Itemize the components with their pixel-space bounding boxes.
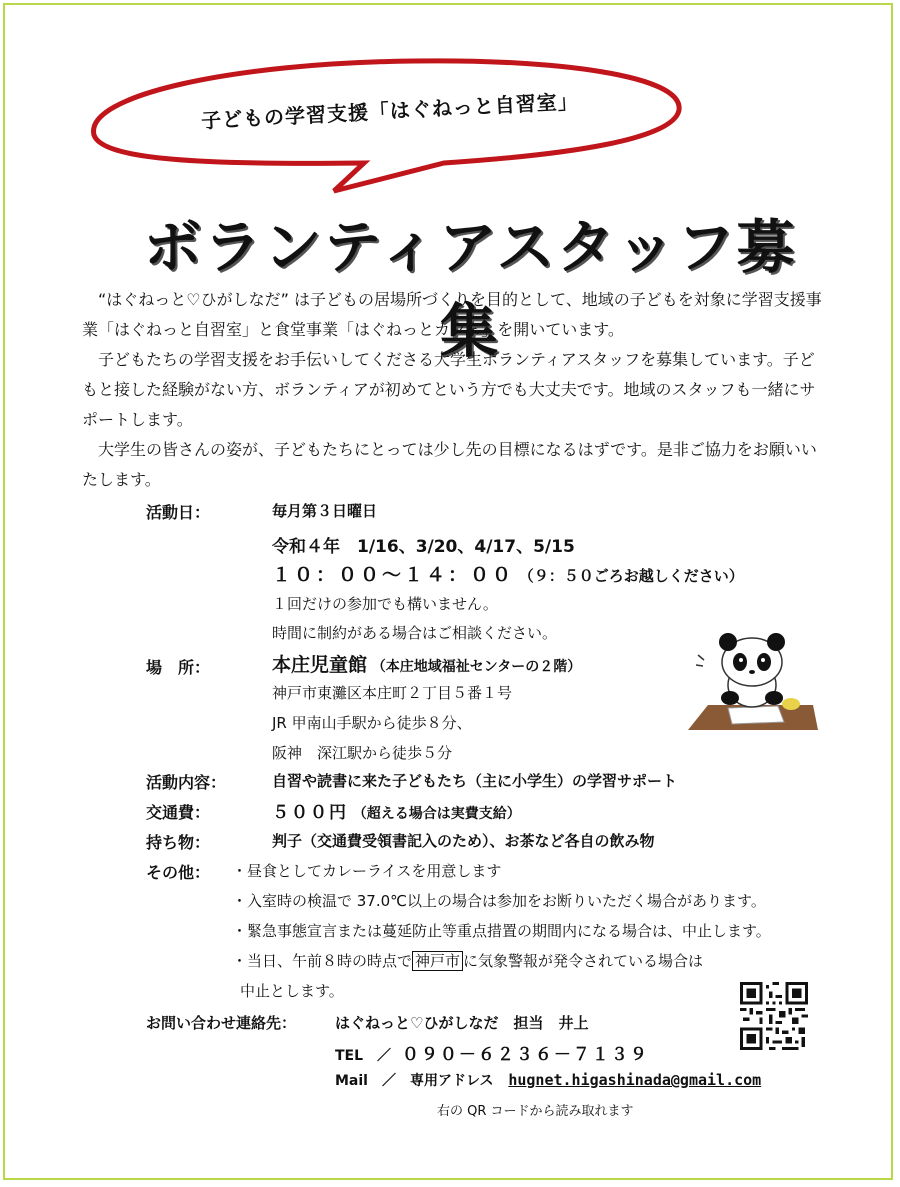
other-item: ・緊急事態宣言または蔓延防止等重点措置の期間内になる場合は、中止します。 [232, 922, 771, 940]
belongings-label: 持ち物： [146, 833, 211, 852]
bubble-text: 子どもの学習支援「はぐねっと自習室」 [200, 89, 580, 133]
place-access-1: JR 甲南山手駅から徒歩８分、 [272, 714, 472, 732]
other-item [232, 950, 703, 971]
qr-note: 右の QR コードから読み取れます [437, 1104, 634, 1119]
contact-tel: ０９０－６２３６－７１３９ [401, 1045, 649, 1065]
other-item: ・昼食としてカレーライスを用意します [232, 862, 502, 880]
other-item: ・入室時の検温で 37.0℃以上の場合は参加をお断りいただく場合があります。 [232, 892, 766, 910]
place-address: 神戸市東灘区本庄町２丁目５番１号 [272, 684, 513, 702]
transport-note: （超える場合は実費支給） [352, 806, 521, 822]
activity-time [272, 560, 744, 587]
other-item-4-pre: ・当日、午前８時の時点で [232, 952, 413, 970]
transport-amount: ５００円 [272, 803, 348, 823]
intro-paragraph: 大学生の皆さんの姿が、子どもたちにとっては少し先の目標になるはずです。是非ご協力をお願いいたします。 [82, 440, 817, 489]
activity-day-label: 活動日： [146, 503, 211, 522]
activity-time-value: １０：００～１４：００ [272, 564, 515, 586]
contact-tel-label: TEL ／ [335, 1048, 392, 1064]
place-name-note: （本庄地域福祉センターの２階） [371, 659, 582, 675]
activity-note-2: 時間に制約がある場合はご相談ください。 [272, 624, 558, 642]
intro-paragraph: 子どもたちの学習支援をお手伝いしてくださる大学生ボランティアスタッフを募集しています。子どもと接した経験がない方、ボランティアが初めてという方でも大丈夫です。地域のスタッフも一緒にサポートします。 [82, 350, 816, 429]
contact-mail-label: Mail ／ 専用アドレス [335, 1073, 494, 1089]
content-label: 活動内容： [146, 773, 227, 792]
intro-text [82, 285, 822, 495]
other-item-4-boxed: 神戸市 [412, 951, 463, 971]
place-name: 本庄児童館 [272, 654, 368, 676]
place-name-row [272, 650, 581, 677]
other-item-4-post: に気象警報が発令されている場合は [463, 952, 704, 970]
activity-note-1: １回だけの参加でも構いません。 [272, 595, 498, 613]
contact-mail-row [335, 1070, 761, 1090]
belongings-value: 判子（交通費受領書記入のため）、お茶など各自の飲み物 [272, 832, 655, 850]
contact-mail-link[interactable]: hugnet.higashinada@gmail.com [508, 1071, 762, 1089]
contact-name: はぐねっと♡ひがしなだ 担当 井上 [335, 1014, 589, 1032]
place-access-2: 阪神 深江駅から徒歩５分 [272, 744, 453, 762]
page-title: ボランティアスタッフ募集 [143, 213, 797, 365]
place-label: 場 所： [146, 658, 211, 677]
transport-row [272, 798, 521, 823]
other-item-4-cont: 中止とします。 [240, 982, 344, 1000]
activity-time-note: （９：５０ごろお越しください） [518, 567, 744, 585]
other-label: その他： [146, 863, 211, 882]
qr-code-icon[interactable] [740, 982, 808, 1050]
content-value: 自習や読書に来た子どもたち（主に小学生）の学習サポート [272, 772, 678, 790]
transport-label: 交通費： [146, 803, 211, 822]
intro-paragraph: “はぐねっと♡ひがしなだ” は子どもの居場所づくりを目的として、地域の子どもを対象に学習支援事業「はぐねっと自習室」と食堂事業「はぐねっとカフェ」を開いています。 [82, 290, 822, 339]
activity-day-line1: 毎月第３日曜日 [272, 502, 378, 520]
activity-day-line2: 令和４年 1/16、3/20、4/17、5/15 [272, 537, 575, 557]
contact-label: お問い合わせ連絡先： [146, 1014, 297, 1032]
panda-illustration [688, 630, 818, 735]
contact-tel-row [335, 1040, 649, 1065]
